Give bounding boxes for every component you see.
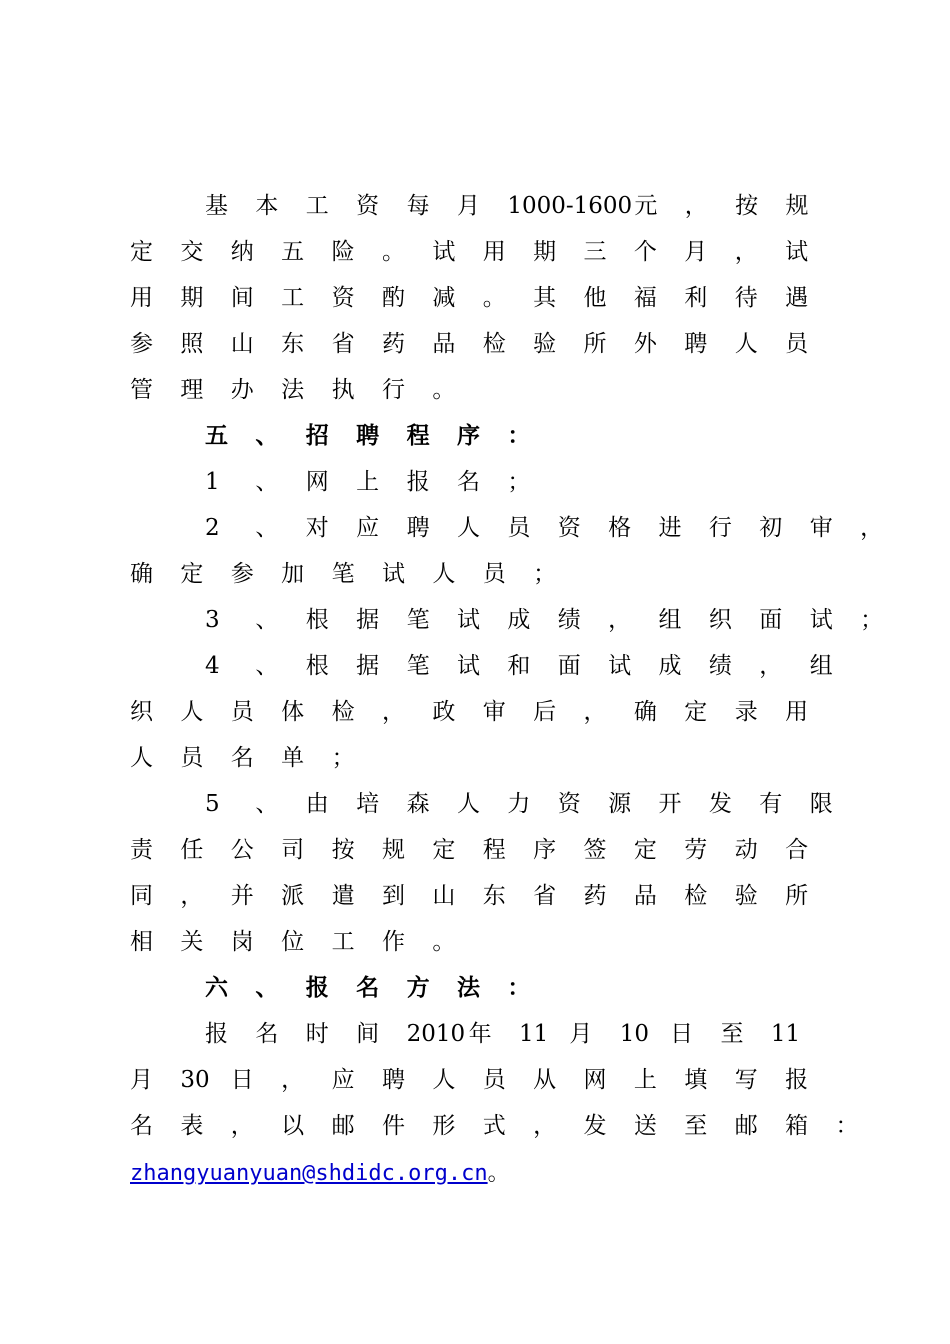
- text-char: 山: [230, 331, 254, 357]
- text-char: 五: [281, 239, 305, 265]
- text-char: 作: [381, 929, 405, 955]
- text-char: 本: [255, 193, 279, 219]
- text-char: ；: [331, 745, 355, 771]
- text-char: 东: [281, 331, 305, 357]
- text-char: 员: [180, 745, 204, 771]
- text-char: 东: [482, 883, 506, 909]
- text-char: 试: [809, 607, 833, 633]
- text-char: 日: [670, 1021, 694, 1047]
- text-char: 11: [518, 1021, 549, 1047]
- text-line: [205, 464, 558, 500]
- text-char: 。: [381, 239, 405, 265]
- text-char: 员: [230, 699, 254, 725]
- text-char: 五: [205, 422, 228, 449]
- text-char: 政: [432, 699, 456, 725]
- text-char: 每: [406, 193, 430, 219]
- text-char: 网: [583, 1067, 607, 1093]
- text-char: 合: [785, 837, 809, 863]
- text-char: 理: [180, 377, 204, 403]
- text-char: 药: [381, 331, 405, 357]
- text-char: 10: [619, 1021, 650, 1047]
- text-char: 遇: [785, 285, 809, 311]
- text-char: 和: [507, 653, 531, 679]
- text-char: 派: [281, 883, 305, 909]
- text-char: 酌: [381, 285, 405, 311]
- text-char: 报: [406, 469, 430, 495]
- text-char: ，: [734, 239, 758, 265]
- text-char: 件: [381, 1113, 405, 1139]
- text-char: 减: [432, 285, 456, 311]
- text-char: 月: [130, 1067, 153, 1093]
- text-line: [130, 1108, 886, 1144]
- text-char: 笔: [406, 607, 430, 633]
- text-char: 药: [583, 883, 607, 909]
- text-char: 试: [785, 239, 809, 265]
- text-line: [130, 372, 483, 408]
- text-char: 培: [356, 791, 380, 817]
- text-char: 纳: [230, 239, 254, 265]
- text-char: 。: [432, 929, 456, 955]
- text-char: 2010: [406, 1021, 466, 1047]
- text-char: 试: [456, 653, 480, 679]
- text-char: 初: [759, 515, 783, 541]
- text-char: 关: [180, 929, 204, 955]
- text-char: 确: [633, 699, 657, 725]
- text-char: 名: [456, 469, 480, 495]
- text-line: [130, 326, 835, 362]
- text-char: 试: [381, 561, 405, 587]
- email-line: [130, 1158, 510, 1190]
- text-char: 根: [305, 607, 329, 633]
- text-char: 森: [406, 791, 430, 817]
- text-char: 月: [569, 1021, 593, 1047]
- text-char: 邮: [331, 1113, 355, 1139]
- text-char: 责: [130, 837, 153, 863]
- text-char: 体: [281, 699, 305, 725]
- text-char: ，: [381, 699, 405, 725]
- text-char: 表: [180, 1113, 204, 1139]
- text-char: 、: [255, 791, 279, 817]
- text-char: ，: [684, 193, 708, 219]
- text-char: 至: [720, 1021, 744, 1047]
- text-line: [130, 1062, 835, 1098]
- text-char: 1000-1600: [507, 193, 633, 219]
- text-char: ，: [281, 1067, 305, 1093]
- text-char: 名: [230, 745, 254, 771]
- text-char: 名: [356, 974, 380, 1001]
- text-char: 邮: [734, 1113, 758, 1139]
- text-char: 进: [658, 515, 682, 541]
- text-char: 动: [734, 837, 758, 863]
- text-line: [205, 510, 910, 546]
- text-line: [205, 970, 558, 1006]
- text-char: 交: [180, 239, 204, 265]
- text-char: 方: [406, 974, 430, 1001]
- text-line: [205, 786, 860, 822]
- text-char: 写: [734, 1067, 758, 1093]
- text-char: 后: [533, 699, 557, 725]
- text-char: 面: [759, 607, 783, 633]
- text-char: 、: [255, 469, 279, 495]
- text-char: 法: [456, 974, 480, 1001]
- text-char: 基: [205, 193, 228, 219]
- text-char: 织: [708, 607, 732, 633]
- text-char: 确: [130, 561, 153, 587]
- text-char: 时: [305, 1021, 329, 1047]
- text-char: 对: [305, 515, 329, 541]
- text-char: 资: [356, 193, 380, 219]
- text-char: 月: [456, 193, 480, 219]
- text-char: 以: [281, 1113, 305, 1139]
- text-char: 人: [734, 331, 758, 357]
- text-char: 待: [734, 285, 758, 311]
- text-char: 法: [281, 377, 305, 403]
- text-line: [130, 694, 835, 730]
- text-char: 送: [633, 1113, 657, 1139]
- text-char: ，: [759, 653, 783, 679]
- text-char: 应: [356, 515, 380, 541]
- text-char: 3: [205, 607, 220, 633]
- text-char: 力: [507, 791, 531, 817]
- text-char: 省: [331, 331, 355, 357]
- text-char: 日: [230, 1067, 254, 1093]
- text-char: 、: [255, 515, 279, 541]
- text-char: 定: [180, 561, 204, 587]
- text-char: 笔: [406, 653, 430, 679]
- text-char: 从: [533, 1067, 557, 1093]
- text-char: 填: [684, 1067, 708, 1093]
- text-char: 源: [608, 791, 632, 817]
- text-line: [205, 1016, 821, 1052]
- text-char: 定: [633, 837, 657, 863]
- text-char: 单: [281, 745, 305, 771]
- text-char: 工: [281, 285, 305, 311]
- text-char: 、: [255, 422, 279, 449]
- text-char: 1: [205, 469, 220, 495]
- text-char: 组: [658, 607, 682, 633]
- text-char: 个: [633, 239, 657, 265]
- text-char: 网: [305, 469, 329, 495]
- text-char: 据: [356, 607, 380, 633]
- text-char: 省: [533, 883, 557, 909]
- text-char: 聘: [381, 1067, 405, 1093]
- text-char: 三: [583, 239, 607, 265]
- text-char: 执: [331, 377, 355, 403]
- text-line: [205, 418, 558, 454]
- text-char: 绩: [708, 653, 732, 679]
- text-char: 成: [507, 607, 531, 633]
- text-char: 、: [255, 607, 279, 633]
- text-char: 用: [785, 699, 809, 725]
- text-char: 2: [205, 515, 220, 541]
- text-char: 5: [205, 791, 220, 817]
- text-char: 工: [305, 193, 329, 219]
- text-char: 根: [305, 653, 329, 679]
- text-char: 试: [456, 607, 480, 633]
- text-char: 行: [381, 377, 405, 403]
- text-char: 序: [533, 837, 557, 863]
- text-char: 参: [230, 561, 254, 587]
- text-char: 。: [482, 285, 506, 311]
- text-char: 岗: [230, 929, 254, 955]
- text-char: 外: [633, 331, 657, 357]
- text-line: [205, 188, 836, 224]
- text-char: 格: [608, 515, 632, 541]
- text-line: [130, 740, 382, 776]
- text-char: 检: [684, 883, 708, 909]
- text-char: 相: [130, 929, 153, 955]
- text-char: 工: [331, 929, 355, 955]
- text-char: 发: [583, 1113, 607, 1139]
- text-char: 报: [305, 974, 329, 1001]
- text-char: 30: [180, 1067, 210, 1093]
- text-char: 试: [432, 239, 456, 265]
- text-char: 品: [432, 331, 456, 357]
- text-char: 。: [432, 377, 456, 403]
- text-char: 人: [456, 791, 480, 817]
- text-char: 签: [583, 837, 607, 863]
- text-char: 年: [468, 1021, 492, 1047]
- text-char: 管: [130, 377, 153, 403]
- text-char: 试: [608, 653, 632, 679]
- text-char: 人: [180, 699, 204, 725]
- text-char: 期: [533, 239, 557, 265]
- text-char: ，: [180, 883, 204, 909]
- text-char: 面: [557, 653, 581, 679]
- text-char: 形: [432, 1113, 456, 1139]
- text-char: ，: [608, 607, 632, 633]
- text-char: 审: [809, 515, 833, 541]
- text-char: 应: [331, 1067, 355, 1093]
- text-char: 式: [482, 1113, 506, 1139]
- text-char: 员: [785, 331, 809, 357]
- text-char: 报: [785, 1067, 809, 1093]
- text-char: 位: [281, 929, 305, 955]
- text-char: 按: [735, 193, 759, 219]
- text-line: [130, 234, 835, 270]
- text-char: 招: [305, 422, 329, 449]
- text-char: 间: [356, 1021, 380, 1047]
- text-char: 所: [785, 883, 809, 909]
- text-line: [130, 924, 483, 960]
- text-char: 参: [130, 331, 153, 357]
- text-char: 验: [734, 883, 758, 909]
- text-char: 其: [533, 285, 557, 311]
- text-char: 聘: [356, 422, 380, 449]
- text-char: 元: [634, 193, 658, 219]
- text-char: 11: [770, 1021, 801, 1047]
- text-char: ，: [533, 1113, 557, 1139]
- text-char: 规: [381, 837, 405, 863]
- text-line: [205, 648, 860, 684]
- text-char: 用: [482, 239, 506, 265]
- text-char: 按: [331, 837, 355, 863]
- text-char: 资: [557, 515, 581, 541]
- text-char: 办: [230, 377, 254, 403]
- text-char: 所: [583, 331, 607, 357]
- text-line: [130, 832, 835, 868]
- text-char: 间: [230, 285, 254, 311]
- text-char: 同: [130, 883, 153, 909]
- text-char: 笔: [331, 561, 355, 587]
- text-char: ，: [860, 515, 884, 541]
- text-char: 据: [356, 653, 380, 679]
- text-char: 有: [759, 791, 783, 817]
- text-char: 至: [684, 1113, 708, 1139]
- text-char: 检: [482, 331, 506, 357]
- text-char: 序: [456, 422, 480, 449]
- text-char: 公: [230, 837, 254, 863]
- text-char: 绩: [557, 607, 581, 633]
- text-char: 险: [331, 239, 355, 265]
- text-char: 定: [684, 699, 708, 725]
- text-char: ：: [507, 974, 531, 1001]
- text-char: ，: [583, 699, 607, 725]
- text-char: ；: [533, 561, 557, 587]
- text-char: 上: [633, 1067, 657, 1093]
- text-char: 人: [130, 745, 153, 771]
- text-char: 名: [130, 1113, 153, 1139]
- text-char: 、: [255, 653, 279, 679]
- text-line: [130, 878, 835, 914]
- text-char: 检: [331, 699, 355, 725]
- text-char: 聘: [406, 515, 430, 541]
- text-char: ：: [507, 422, 531, 449]
- text-char: 组: [809, 653, 833, 679]
- email-link[interactable]: zhangyuanyuan@shdidc.org.cn: [130, 1161, 488, 1186]
- text-char: 期: [180, 285, 204, 311]
- text-char: 4: [205, 653, 220, 679]
- text-char: 行: [708, 515, 732, 541]
- text-char: 遣: [331, 883, 355, 909]
- text-char: 六: [205, 974, 228, 1001]
- text-char: 录: [734, 699, 758, 725]
- text-char: 员: [482, 1067, 506, 1093]
- text-char: 聘: [684, 331, 708, 357]
- text-char: 他: [583, 285, 607, 311]
- text-char: 员: [482, 561, 506, 587]
- text-char: 定: [130, 239, 153, 265]
- text-char: 箱: [785, 1113, 809, 1139]
- text-char: 发: [708, 791, 732, 817]
- text-char: 员: [507, 515, 531, 541]
- text-line: [130, 280, 835, 316]
- text-char: 任: [180, 837, 204, 863]
- text-char: 规: [785, 193, 809, 219]
- text-line: [130, 556, 584, 592]
- text-char: 福: [633, 285, 657, 311]
- text-char: ，: [230, 1113, 254, 1139]
- text-char: ；: [860, 607, 884, 633]
- text-char: 人: [432, 1067, 456, 1093]
- text-char: 验: [533, 331, 557, 357]
- text-line: [205, 602, 910, 638]
- text-char: 利: [684, 285, 708, 311]
- text-char: 程: [482, 837, 506, 863]
- text-char: 劳: [684, 837, 708, 863]
- text-char: 人: [456, 515, 480, 541]
- text-char: 上: [356, 469, 380, 495]
- text-char: 织: [130, 699, 153, 725]
- text-char: 人: [432, 561, 456, 587]
- text-char: 报: [205, 1021, 228, 1047]
- text-char: 资: [557, 791, 581, 817]
- text-char: 山: [432, 883, 456, 909]
- text-char: ；: [507, 469, 531, 495]
- text-char: 加: [281, 561, 305, 587]
- text-char: 程: [406, 422, 430, 449]
- text-char: ：: [835, 1113, 859, 1139]
- text-char: 名: [255, 1021, 279, 1047]
- text-char: 开: [658, 791, 682, 817]
- text-char: 、: [255, 974, 279, 1001]
- email-tail: 。: [487, 1161, 510, 1186]
- text-char: 成: [658, 653, 682, 679]
- text-char: 由: [305, 791, 329, 817]
- text-char: 照: [180, 331, 204, 357]
- text-char: 到: [381, 883, 405, 909]
- text-char: 定: [432, 837, 456, 863]
- text-char: 限: [809, 791, 833, 817]
- text-char: 审: [482, 699, 506, 725]
- text-char: 资: [331, 285, 355, 311]
- text-char: 并: [230, 883, 254, 909]
- text-char: 月: [684, 239, 708, 265]
- text-char: 司: [281, 837, 305, 863]
- text-char: 品: [633, 883, 657, 909]
- text-char: 用: [130, 285, 153, 311]
